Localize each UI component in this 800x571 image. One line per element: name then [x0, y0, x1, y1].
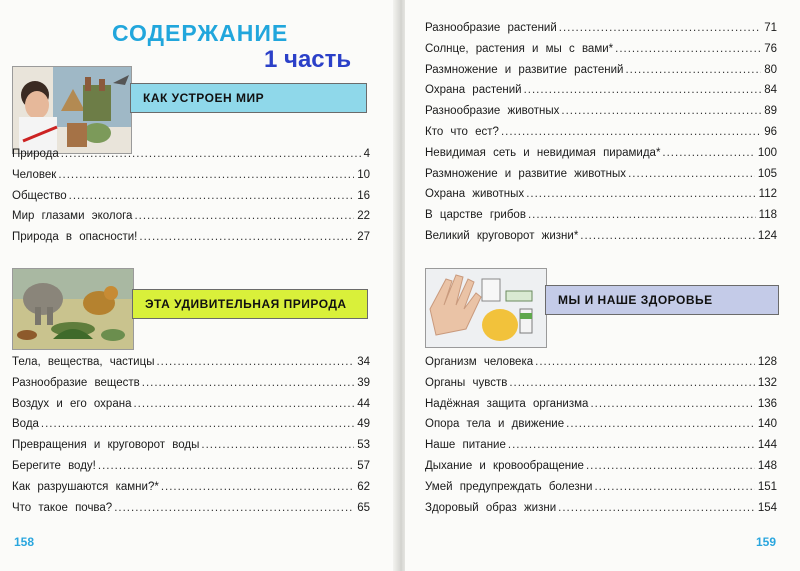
right-page: [405, 0, 800, 571]
toc-entry[interactable]: Кто что ест? ..... 96: [425, 126, 777, 147]
toc-entry[interactable]: Разнообразие веществ ..... 39: [12, 377, 370, 398]
section-illustration-health: [425, 268, 547, 348]
toc-entry[interactable]: Размножение и развитие растений ..... 80: [425, 64, 777, 85]
toc-entry[interactable]: Дыхание и кровообращение ..... 148: [425, 460, 777, 481]
contents-title: СОДЕРЖАНИЕ: [112, 20, 289, 46]
toc-list-nature: [12, 356, 370, 522]
section-title: ЭТА УДИВИТЕЛЬНАЯ ПРИРОДА: [145, 297, 347, 311]
toc-entry[interactable]: Человек ..... 10: [12, 169, 370, 190]
toc-entry[interactable]: Мир глазами эколога ..... 22: [12, 210, 370, 231]
toc-entry[interactable]: Здоровый образ жизни ..... 154: [425, 502, 777, 523]
toc-entry[interactable]: Невидимая сеть и невидимая пирамида* ..... 100: [425, 147, 777, 168]
toc-entry[interactable]: Берегите воду! ..... 57: [12, 460, 370, 481]
toc-entry[interactable]: Солнце, растения и мы с вами* ..... 76: [425, 43, 777, 64]
section-header-world: [130, 83, 367, 113]
toc-entry[interactable]: Превращения и круговорот воды ..... 53: [12, 439, 370, 460]
left-page: [0, 0, 395, 571]
toc-entry[interactable]: Великий круговорот жизни* ..... 124: [425, 230, 777, 251]
toc-entry[interactable]: Размножение и развитие животных ..... 105: [425, 168, 777, 189]
boy-landmarks-collage-icon: [13, 67, 131, 153]
section-title: КАК УСТРОЕН МИР: [143, 91, 265, 105]
section-title: МЫ И НАШЕ ЗДОРОВЬЕ: [558, 293, 713, 307]
part-title: 1 часть: [264, 46, 352, 73]
toc-entry[interactable]: Тела, вещества, частицы ..... 34: [12, 356, 370, 377]
animals-collage-icon: [13, 269, 133, 349]
toc-entry[interactable]: Разнообразие животных ..... 89: [425, 105, 777, 126]
toc-list-world: [12, 148, 370, 252]
toc-list-continued: [425, 22, 777, 251]
toc-entry[interactable]: Органы чувств ..... 132: [425, 377, 777, 398]
toc-entry[interactable]: Воздух и его охрана ..... 44: [12, 398, 370, 419]
toc-entry[interactable]: Вода ..... 49: [12, 418, 370, 439]
toc-entry[interactable]: Общество ..... 16: [12, 190, 370, 211]
section-header-nature: [132, 289, 368, 319]
toc-entry[interactable]: Опора тела и движение ..... 140: [425, 418, 777, 439]
toc-entry[interactable]: Охрана животных ..... 112: [425, 188, 777, 209]
toc-entry[interactable]: Как разрушаются камни?* ..... 62: [12, 481, 370, 502]
section-header-health: [545, 285, 779, 315]
toc-entry[interactable]: Организм человека ..... 128: [425, 356, 777, 377]
toc-entry[interactable]: Надёжная защита организма ..... 136: [425, 398, 777, 419]
page-number-left: 158: [14, 535, 35, 549]
hand-sponge-icon: [426, 269, 546, 347]
toc-entry[interactable]: Наше питание ..... 144: [425, 439, 777, 460]
toc-entry[interactable]: В царстве грибов ..... 118: [425, 209, 777, 230]
toc-entry[interactable]: Что такое почва? ..... 65: [12, 502, 370, 523]
toc-list-health: [425, 356, 777, 522]
section-illustration-nature: [12, 268, 134, 350]
toc-entry[interactable]: Природа в опасности! ..... 27: [12, 231, 370, 252]
toc-entry[interactable]: Умей предупреждать болезни ..... 151: [425, 481, 777, 502]
section-illustration-world: [12, 66, 132, 154]
page-number-right: 159: [755, 535, 776, 549]
toc-entry[interactable]: Разнообразие растений ..... 71: [425, 22, 777, 43]
toc-entry[interactable]: Охрана растений ..... 84: [425, 84, 777, 105]
toc-entry[interactable]: Природа ..... 4: [12, 148, 370, 169]
